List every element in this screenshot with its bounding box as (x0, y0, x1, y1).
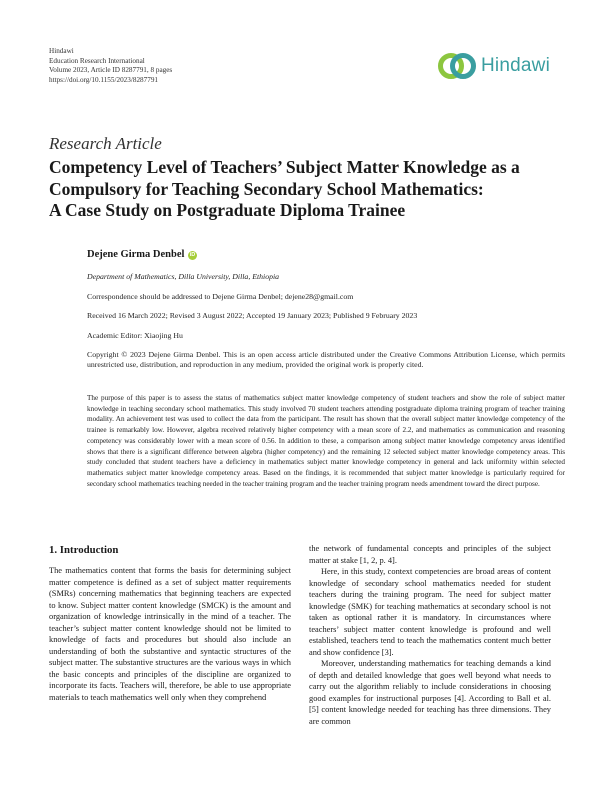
publisher-name: Hindawi (49, 47, 74, 55)
article-type: Research Article (49, 134, 162, 153)
article-dates: Received 16 March 2022; Revised 3 August 2022; Accepted 19 January 2023; Published 9 February 2023 (87, 311, 418, 320)
abstract: The purpose of this paper is to assess the status of mathematics subject matter knowledge competency of student teachers and show the role of subject matter knowledge in teaching secondary school mathematics. This study involved 70 student teachers attending postgraduate diploma training program of teacher training modality. An achievement test was used to collect the data from the participant. The result has shown that the overall subject matter knowledge competency of the trainee is remarkably low. However, algebra received relatively higher competency with a mean score of 2.2, and mathematics as communication and reasoning competency was considerably lower with a mean score of 0.56. In addition to these, a comparison among subject matter knowledge competency areas identified shows that there is a significant difference between algebra (higher competency) and the remaining 12 selected subject matter knowledge competency areas. This study concluded that student teachers have a deficiency in mathematics subject matter knowledge competency in general and lack uniformity within selected mathematics subject matter knowledge competency areas. Based on the findings, it is recommended that subject matter knowledge is particularly required for secondary school mathematics teaching needed in the teacher training program and the teacher training program needs amendment toward the direct purpose. (87, 394, 565, 488)
title-line: Competency Level of Teachers’ Subject Matter Knowledge as a (49, 157, 520, 177)
paragraph: Here, in this study, context competencies are broad areas of content knowledge of secondary school mathematics needed for student teachers during the training program. The need for subject matter knowledge (SMK) for teaching mathematics at secondary school is not taken as optional rather it is mandatory. In circumstances where teachers’ subject matter content knowledge is profound and well established, teachers tend to teach the mathematics content much better and show confidence [3]. (309, 567, 551, 657)
section-heading-introduction: 1. Introduction (49, 544, 119, 556)
orcid-icon[interactable]: iD (189, 252, 196, 258)
journal-name: Education Research International (49, 56, 145, 65)
paragraph: The mathematics content that forms the basis for determining subject matter competence is defined as a set of subject matter requirements (SMRs) concerning mathematics that beginning teachers are expected to know. Subject matter content knowledge (SMCK) is the amount and organization of knowledge intrinsically in the mind of a teacher. The teacher’s subject matter content knowledge should not be limited to knowledge of facts and procedures but should also include an understanding of both the substantive and syntactic structures of the subject matter. The substantive structures are the various ways in which the basic concepts and principles of the discipline are organized to incorporate its facts. Teachers will, therefore, be able to use appropriate materials to teach mathematics well only when they comprehend (49, 566, 291, 702)
academic-editor: Academic Editor: Xiaojing Hu (87, 331, 183, 340)
author-line (87, 249, 197, 260)
title-line: A Case Study on Postgraduate Diploma Trainee (49, 200, 406, 220)
body-column-right (309, 543, 551, 727)
affiliation: Department of Mathematics, Dilla University, Dilla, Ethiopia (87, 272, 280, 281)
hindawi-rings-icon (436, 48, 478, 84)
logo-wordmark: Hindawi (481, 55, 550, 76)
article-title (49, 157, 559, 222)
paragraph: the network of fundamental concepts and principles of the subject matter at stake [1, 2, p. 4]. (309, 544, 551, 565)
author-name: Dejene Girma Denbel (87, 249, 185, 260)
hindawi-logo (436, 48, 554, 84)
body-column-left (49, 565, 291, 703)
paragraph: Moreover, understanding mathematics for teaching demands a kind of depth and detailed knowledge that goes well beyond what needs to carry out the algorithm reliably to include considerations in choosing good examples for instructional purposes [4]. According to Ball et al. [5] content knowledge needed for teaching has three dimensions. They are common (309, 659, 551, 726)
title-line: Compulsory for Teaching Secondary School Mathematics: (49, 178, 484, 199)
correspondence: Correspondence should be addressed to Dejene Girma Denbel; dejene28@gmail.com (87, 292, 354, 301)
copyright-notice: Copyright © 2023 Dejene Girma Denbel. This is an open access article distributed under the Creative Commons Attribution License, which permits unrestricted use, distribution, and reproduction in any medium, provided the original work is properly cited. (87, 350, 565, 369)
doi-link[interactable]: https://doi.org/10.1155/2023/8287791 (49, 75, 159, 84)
journal-info (49, 47, 172, 85)
volume-info: Volume 2023, Article ID 8287791, 8 pages (49, 66, 173, 75)
